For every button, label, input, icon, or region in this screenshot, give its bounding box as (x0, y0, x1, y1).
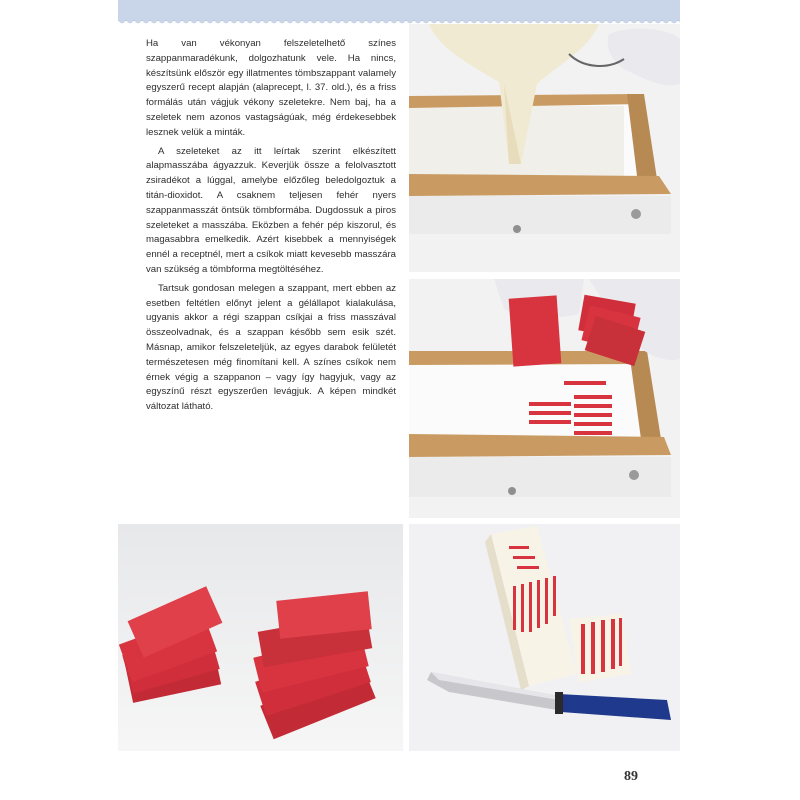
photo-striped-soap-knife (409, 524, 680, 751)
page-number: 89 (624, 769, 638, 784)
photo-red-slices (118, 524, 403, 751)
paragraph: A szeleteket az itt leírtak szerint elkészített alapmasszába ágyazzuk. Keverjük össze a felolvasztott zsiradékot a lúggal, amelybe előzőleg beledolgoztuk a titán-dioxidot. A csaknem teljesen fehér nyers szappanmasszát öntsük tömbformába. Dugdossuk a piros szeleteket a masszába. Eközben a fehér pép kiszorul, és magasabbra emelkedik. Azért kisebbek a mennyiségek ennél a receptnél, mert a csíkok miatt kevesebb masszára van szükség a tömbforma megtöltéséhez. (146, 145, 396, 275)
decorative-header-band (118, 0, 680, 21)
body-text (146, 37, 396, 419)
photo-pouring-soap (409, 24, 680, 272)
paragraph: Ha van vékonyan felszeletelhető színes szappanmaradékunk, dolgozhatunk vele. Ha nincs, készítsünk először egy illatmentes tömbszappant valamely egyszerű recept alapján (alaprecept, l. 37. old.), és a friss formálás után vágjuk vékony szeletekre. Nem baj, ha a szeletek nem azonos vastagságúak, még érdekesebbek lesznek velük a minták. (146, 38, 396, 138)
paragraph: Tartsuk gondosan melegen a szappant, mert ebben az esetben feltétlen előnyt jelent a gélállapot kialakulása, ugyanis akkor a régi szappan csíkjai a friss masszával összeolvadnak, és a szappan később sem esik szét. Másnap, amikor felszeleteljük, az egyes darabok felületét természetesen még finomítani kell. A színes csíkok nem érnek végig a szappanon – vagy így hagyjuk, vagy az egyszínű részt egyszerűen levágjuk. A képen mindkét változat látható. (146, 282, 396, 413)
photo-inserting-slices (409, 279, 680, 518)
